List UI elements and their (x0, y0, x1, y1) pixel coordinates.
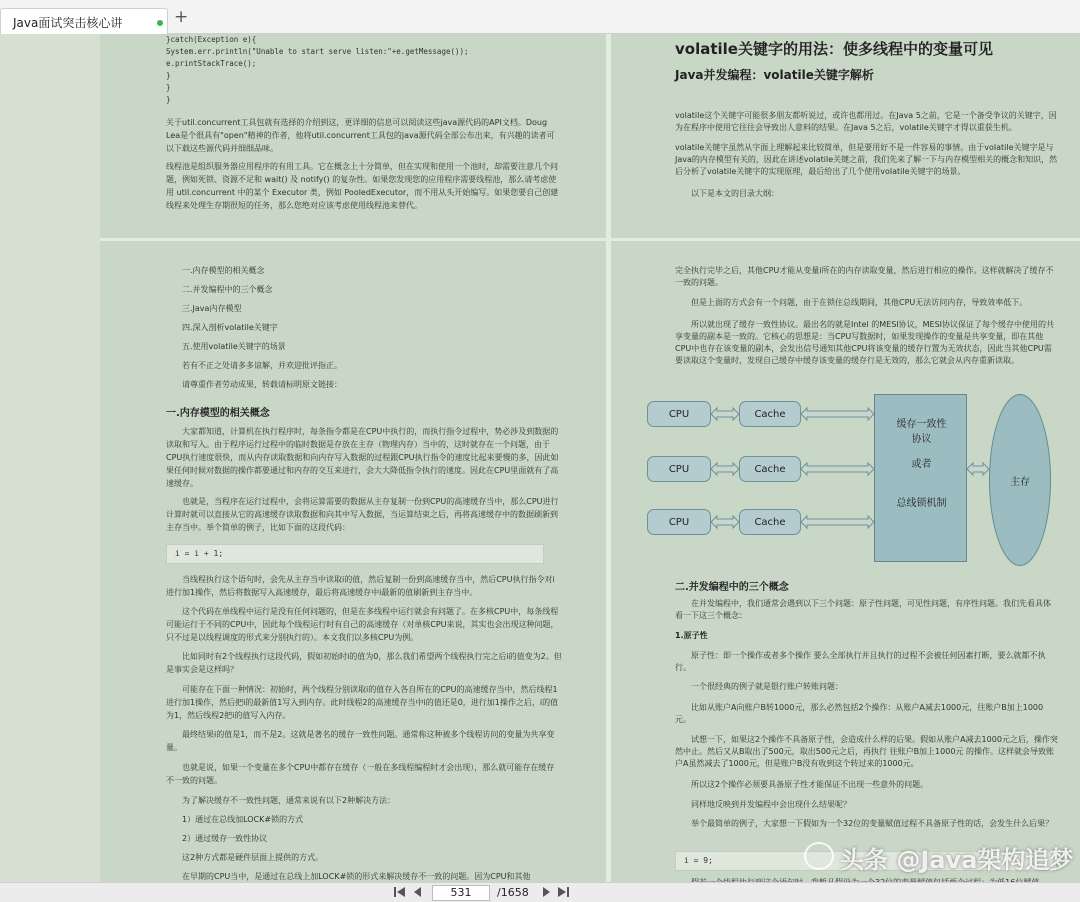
paragraph: 线程池是组织服务器应用程序的有用工具。它在概念上十分简单，但在实现和使用一个池时，却需要注意几个问题，例如死锁、资源不足和 wait() 及 notify() 的复杂性。如果您发现您的应用程序需要线程池，那么请考虑使用 util.concurrent 中的某个 Executor 类，例如 PooledExecutor，而不用从头开始编写。如果您要自己创建线程来处理生存期很短的任务，那么您绝对应该考虑使用线程池来替代。 (166, 162, 559, 210)
list-item: 2）通过缓存一致性协议 (182, 834, 268, 843)
paragraph: 最终结果i的值是1，而不是2。这就是著名的缓存一致性问题。通常称这种被多个线程访问的变量为共享变量。 (166, 730, 555, 752)
document-viewer[interactable] (0, 34, 1080, 882)
page-top-left (100, 34, 606, 238)
tab-bar (0, 0, 1080, 34)
arrow-cache-bus (801, 516, 874, 528)
watermark (804, 838, 1074, 878)
page-number-input[interactable]: 531 (432, 885, 490, 901)
paragraph: 试想一下，如果这2个操作不具备原子性，会造成什么样的后果。假如从账户A减去1000元之后，操作突然中止。然后又从B取出了500元，取出500元之后，再执行 往账户B加上1000元 的操作。这样就会导致账户A虽然减去了1000元，但是账户B没有收到这个转过来的1000元。 (675, 735, 1058, 768)
arrow-cache-bus (801, 463, 874, 475)
main-memory-node: 主存 (989, 394, 1051, 566)
article-title: volatile关键字的用法：使多线程中的变量可见 (675, 40, 993, 58)
code-line: }catch(Exception e){ (166, 35, 257, 44)
first-page-icon (393, 886, 407, 898)
code-line: } (166, 71, 171, 80)
list-item: 1）通过在总线加LOCK#锁的方式 (182, 815, 304, 824)
paragraph: 在早期的CPU当中，是通过在总线上加LOCK#锁的形式来解决缓存不一致的问题。因为CPU和其他 (182, 872, 531, 881)
cache-node: Cache (739, 456, 801, 482)
table-of-contents (182, 265, 342, 398)
paragraph: volatile关键字虽然从字面上理解起来比较简单，但是要用好不是一件容易的事情。由于volatile关键字是与Java的内存模型有关的，因此在讲述volatile关键之前，我们先来了解一下与内存模型相关的概念和知识，然后分析了volatile关键字的实现原理，最后给出了几个使用volatile关键字的场景。 (675, 143, 1058, 176)
cache-node: Cache (739, 509, 801, 535)
paragraph: 以下是本文的目录大纲： (691, 189, 779, 198)
paragraph: 大家都知道，计算机在执行程序时，每条指令都是在CPU中执行的，而执行指令过程中，势必涉及到数据的读取和写入。由于程序运行过程中的临时数据是存放在主存（物理内存）当中的，这时就存在一个问题，由于CPU执行速度很快，而从内存读取数据和向内存写入数据的过程跟CPU执行指令的速度比起来要慢的多，因此如果任何时候对数据的操作都要通过和内存的交互来进行，会大大降低指令执行的速度。因此在CPU里面就有了高速缓存。 (166, 427, 559, 488)
paragraph: 比如从账户A向账户B转1000元，那么必然包括2个操作：从账户A减去1000元，往账户B加上1000元。 (675, 703, 1044, 724)
paragraph: 所以就出现了缓存一致性协议。最出名的就是Intel 的MESI协议，MESI协议保证了每个缓存中使用的共享变量的副本是一致的。它核心的思想是：当CPU写数据时，如果发现操作的变量是共享变量，即在其他CPU中也存在该变量的副本，会发出信号通知其他CPU将该变量的缓存行置为无效状态，因此当其他CPU需要读取这个变量时，发现自己缓存中缓存该变量的缓存行是无效的，那么它就会从内存重新读取。 (675, 320, 1055, 365)
paragraph: 也就是说，如果一个变量在多个CPU中都存在缓存（一般在多线程编程时才会出现），那么就可能存在缓存不一致的问题。 (166, 763, 555, 785)
page-top-right (611, 34, 1080, 238)
section-heading: 一.内存模型的相关概念 (166, 408, 270, 419)
page-navigation-bar (0, 882, 1080, 902)
paragraph: 也就是，当程序在运行过程中，会将运算需要的数据从主存复制一份到CPU的高速缓存当中，那么CPU进行计算时就可以直接从它的高速缓存读取数据和向其中写入数据，当运算结束之后，再将高速缓存中的数据刷新到主存当中。举个简单的例子，比如下面的这段代码： (166, 497, 559, 532)
cache-coherence-diagram (647, 388, 1053, 570)
box-label: 总线锁机制 (896, 498, 947, 509)
new-tab-button[interactable]: + (174, 7, 189, 27)
total-pages: /1658 (497, 886, 529, 899)
toc-item: 四.深入剖析volatile关键字 (182, 323, 278, 332)
paragraph: 举个最简单的例子，大家想一下假如为一个32位的变量赋值过程不具备原子性的话，会发生什么后果？ (691, 819, 1054, 828)
paragraph: 为了解决缓存不一致性问题，通常来说有以下2种解决方法： (182, 796, 396, 805)
code-line: } (166, 95, 171, 104)
arrow-bus-memory (967, 463, 989, 475)
next-page-button[interactable] (538, 886, 554, 900)
arrow-cpu-cache (711, 463, 739, 475)
paragraph: 在并发编程中，我们通常会遇到以下三个问题：原子性问题，可见性问题，有序性问题。我们先看具体看一下这三个概念： (675, 599, 1051, 620)
paragraph: 这个代码在单线程中运行是没有任何问题的，但是在多线程中运行就会有问题了。在多核CPU中，每条线程可能运行于不同的CPU中，因此每个线程运行时有自己的高速缓存（对单核CPU来说，其实也会出现这种问题，只不过是以线程调度的形式来分别执行的）。本文我们以多核CPU为例。 (166, 607, 559, 642)
code-snippet: i = i + 1; (166, 544, 544, 564)
page-bottom-left (100, 241, 606, 882)
article-subtitle: Java并发编程：volatile关键字解析 (675, 68, 874, 82)
paragraph: 比如同时有2个线程执行这段代码，假如初始时i的值为0，那么我们希望两个线程执行完之后i的值变为2。但是事实会是这样吗？ (166, 652, 562, 674)
paragraph: volatile这个关键字可能很多朋友都听说过，或许也都用过。在Java 5之前，它是一个备受争议的关键字，因为在程序中使用它往往会导致出人意料的结果。在Java 5之后，volatile关键字才得以重获生机。 (675, 111, 1057, 132)
toc-item: 二.并发编程中的三个概念 (182, 285, 273, 294)
paragraph: 当线程执行这个语句时，会先从主存当中读取i的值，然后复制一份到高速缓存当中，然后CPU执行指令对i进行加1操作，然后将数据写入高速缓存，最后将高速缓存中i最新的值刷新到主存当中。 (166, 575, 555, 597)
cpu-node: CPU (647, 401, 711, 427)
cpu-node: CPU (647, 509, 711, 535)
box-label: 缓存一致性 (896, 419, 947, 430)
paragraph: 所以这2个操作必须要具备原子性才能保证不出现一些意外的问题。 (691, 780, 929, 789)
paragraph: 同样地反映到并发编程中会出现什么结果呢？ (691, 800, 851, 809)
prev-page-button[interactable] (410, 886, 426, 900)
next-page-icon (540, 886, 552, 898)
code-line: e.printStackTrace(); (166, 59, 257, 68)
arrow-cpu-cache (711, 408, 739, 420)
paragraph: 这2种方式都是硬件层面上提供的方式。 (182, 853, 324, 862)
prev-page-icon (412, 886, 424, 898)
tab-title: Java面试突击核心讲 (13, 16, 123, 30)
last-page-icon (556, 886, 570, 898)
cpu-node: CPU (647, 456, 711, 482)
paragraph: 可能存在下面一种情况：初始时，两个线程分别读取i的值存入各自所在的CPU的高速缓存当中，然后线程1进行加1操作，然后把i的最新值1写入到内存。此时线程2的高速缓存当中i的值还是0，进行加1操作之后，i的值为1，然后线程2把i的值写入内存。 (166, 685, 559, 720)
subsection-heading: 1.原子性 (675, 631, 708, 640)
toc-item: 五.使用volatile关键字的场景 (182, 342, 286, 351)
page-bottom-right (611, 241, 1080, 882)
cache-node: Cache (739, 401, 801, 427)
watermark-text: 头条 @Java架构追梦 (840, 846, 1074, 874)
first-page-button[interactable] (392, 886, 408, 900)
watermark-logo-icon (804, 842, 834, 870)
toc-note: 若有不正之处请多多谅解，并欢迎批评指正。 (182, 361, 342, 370)
toc-item: 三.Java内存模型 (182, 304, 242, 313)
code-line: System.err.println("Unable to start serve listen:"+e.getMessage()); (166, 47, 469, 56)
document-tab[interactable] (0, 8, 168, 34)
section-heading: 二.并发编程中的三个概念 (675, 582, 789, 593)
paragraph: 完全执行完毕之后，其他CPU才能从变量i所在的内存读取变量，然后进行相应的操作。这样就解决了缓存不一致的问题。 (675, 266, 1054, 287)
arrow-cpu-cache (711, 516, 739, 528)
code-line: } (166, 83, 171, 92)
arrow-cache-bus (801, 408, 874, 420)
paragraph: 原子性：即一个操作或者多个操作 要么全部执行并且执行的过程不会被任何因素打断，要么就都不执行。 (675, 651, 1046, 672)
toc-note: 请尊重作者劳动成果，转载请标明原文链接： (182, 380, 342, 389)
code-snippet: i = 9; (675, 851, 1057, 871)
code-block (166, 34, 469, 106)
box-label: 协议 (911, 434, 932, 445)
last-page-button[interactable] (555, 886, 571, 900)
unsaved-dot-icon (157, 20, 163, 26)
coherence-protocol-box (874, 394, 967, 562)
paragraph: 一个很经典的例子就是银行账户转账问题： (691, 682, 843, 691)
toc-item: 一.内存模型的相关概念 (182, 266, 265, 275)
box-label: 或者 (911, 459, 932, 470)
paragraph: 但是上面的方式会有一个问题，由于在锁住总线期间，其他CPU无法访问内存，导致效率低下。 (691, 298, 1028, 307)
paragraph: 关于util.concurrent工具包就有选择的介绍到这，更详细的信息可以阅读这些java源代码的API文档。Doug Lea是个很具有"open"精神的作者，他将util.concurrent工具包的java源代码全部公布出来，有兴趣的读者可以下载这些源代码并细细品味。 (166, 118, 555, 153)
